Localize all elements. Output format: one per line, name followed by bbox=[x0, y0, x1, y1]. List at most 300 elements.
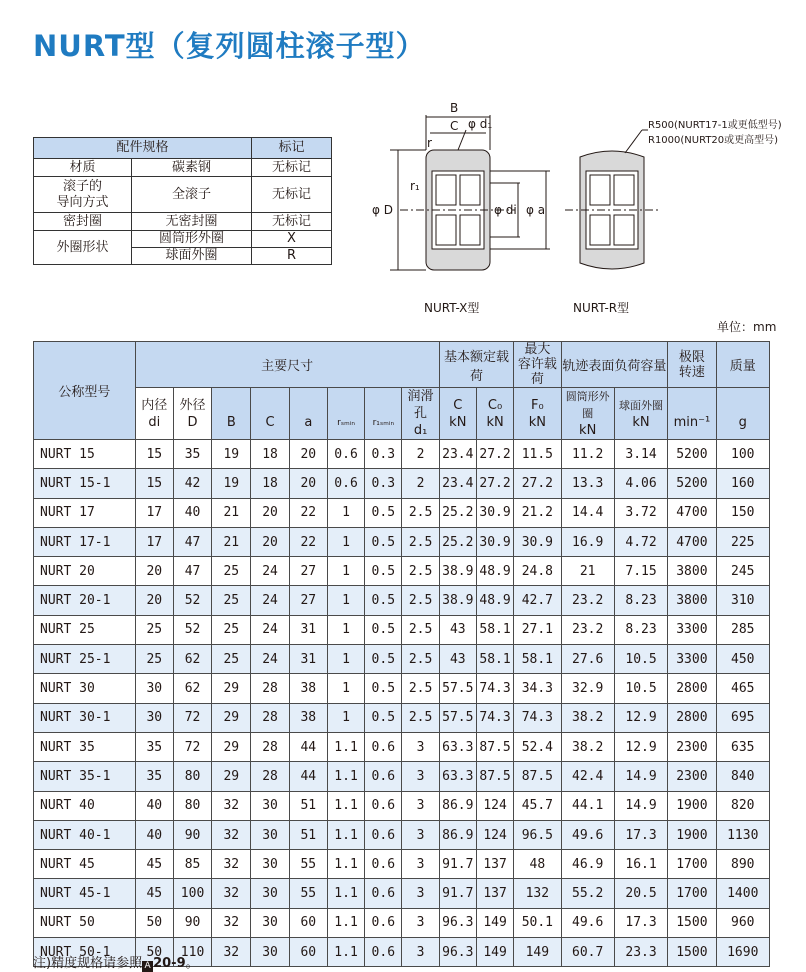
table-cell: 63.3 bbox=[439, 732, 476, 761]
table-cell: 110 bbox=[173, 938, 211, 967]
table-cell: 4.72 bbox=[614, 527, 667, 556]
table-cell: 1.1 bbox=[327, 820, 364, 849]
table-cell: 27.6 bbox=[561, 645, 614, 674]
sub-lc bbox=[439, 388, 476, 440]
table-cell: 24 bbox=[251, 645, 289, 674]
spec-name: 滚子的 导向方式 bbox=[34, 177, 132, 213]
table-cell: 8.23 bbox=[614, 586, 667, 615]
table-cell: 30.9 bbox=[476, 498, 513, 527]
table-cell: 10.5 bbox=[614, 645, 667, 674]
table-cell: 34.3 bbox=[514, 674, 561, 703]
sub-B bbox=[212, 388, 251, 440]
table-cell: 310 bbox=[716, 586, 769, 615]
table-cell: 60.7 bbox=[561, 938, 614, 967]
spec-mark: 无标记 bbox=[252, 177, 332, 213]
model-name-cell: NURT 40-1 bbox=[34, 820, 136, 849]
table-row bbox=[34, 469, 770, 498]
table-cell: 42.7 bbox=[514, 586, 561, 615]
table-cell: 96.3 bbox=[439, 908, 476, 937]
table-cell: 17 bbox=[135, 527, 173, 556]
table-cell: 24 bbox=[251, 586, 289, 615]
table-cell: 90 bbox=[173, 820, 211, 849]
sub-D bbox=[173, 388, 211, 440]
table-cell: 40 bbox=[173, 498, 211, 527]
spec-value: 球面外圈 bbox=[132, 248, 252, 265]
sub-speed bbox=[668, 388, 716, 440]
model-name-cell: NURT 15-1 bbox=[34, 469, 136, 498]
table-cell: 38.2 bbox=[561, 703, 614, 732]
table-cell: 0.6 bbox=[365, 791, 402, 820]
label-d1: φ d₁ bbox=[468, 117, 493, 131]
sub-mass bbox=[716, 388, 769, 440]
sub-f0-2: kN bbox=[528, 414, 546, 430]
table-cell: 96.5 bbox=[514, 820, 561, 849]
table-row bbox=[34, 557, 770, 586]
table-cell: 23.2 bbox=[561, 615, 614, 644]
table-cell: 2.5 bbox=[402, 703, 439, 732]
table-cell: 1700 bbox=[668, 879, 716, 908]
spec-name: 密封圈 bbox=[34, 213, 132, 231]
table-cell: 10.5 bbox=[614, 674, 667, 703]
table-cell: 2.5 bbox=[402, 586, 439, 615]
table-cell: 30.9 bbox=[476, 527, 513, 556]
table-cell: 16.9 bbox=[561, 527, 614, 556]
table-cell: 72 bbox=[173, 732, 211, 761]
sub-di-1: 内径 bbox=[141, 397, 168, 413]
table-cell: 23.2 bbox=[561, 586, 614, 615]
table-cell: 38 bbox=[289, 703, 327, 732]
table-cell: 27.2 bbox=[476, 469, 513, 498]
table-cell: 3.14 bbox=[614, 440, 667, 469]
table-row bbox=[34, 820, 770, 849]
table-row bbox=[34, 615, 770, 644]
model-name-cell: NURT 50-1 bbox=[34, 938, 136, 967]
header-max-2: 容许载荷 bbox=[517, 357, 557, 387]
header-max-1: 最大 bbox=[524, 342, 551, 357]
table-cell: 160 bbox=[716, 469, 769, 498]
table-cell: 91.7 bbox=[439, 879, 476, 908]
table-cell: 20.5 bbox=[614, 879, 667, 908]
table-cell: 149 bbox=[476, 908, 513, 937]
table-cell: 51 bbox=[289, 791, 327, 820]
table-cell: 20 bbox=[135, 557, 173, 586]
table-cell: 19 bbox=[212, 469, 251, 498]
table-cell: 29 bbox=[212, 732, 251, 761]
table-cell: 38.9 bbox=[439, 557, 476, 586]
model-name-cell: NURT 35-1 bbox=[34, 762, 136, 791]
table-cell: 14.9 bbox=[614, 762, 667, 791]
table-cell: 840 bbox=[716, 762, 769, 791]
table-cell: 20 bbox=[135, 586, 173, 615]
table-cell: 19 bbox=[212, 440, 251, 469]
table-cell: 86.9 bbox=[439, 791, 476, 820]
table-cell: 63.3 bbox=[439, 762, 476, 791]
table-cell: 0.6 bbox=[365, 908, 402, 937]
table-cell: 38 bbox=[289, 674, 327, 703]
table-cell: 149 bbox=[514, 938, 561, 967]
table-cell: 45 bbox=[135, 850, 173, 879]
table-cell: 12.9 bbox=[614, 703, 667, 732]
table-cell: 0.5 bbox=[365, 527, 402, 556]
model-name-cell: NURT 15 bbox=[34, 440, 136, 469]
table-cell: 20 bbox=[251, 498, 289, 527]
table-cell: 30 bbox=[251, 850, 289, 879]
table-row bbox=[34, 791, 770, 820]
label-D: φ D bbox=[372, 203, 393, 217]
table-cell: 60 bbox=[289, 938, 327, 967]
model-name-cell: NURT 35 bbox=[34, 732, 136, 761]
table-row bbox=[34, 645, 770, 674]
table-cell: 52 bbox=[173, 615, 211, 644]
table-cell: 80 bbox=[173, 791, 211, 820]
table-cell: 44 bbox=[289, 732, 327, 761]
table-cell: 30 bbox=[135, 674, 173, 703]
model-name-cell: NURT 25-1 bbox=[34, 645, 136, 674]
table-cell: 38.9 bbox=[439, 586, 476, 615]
table-cell: 0.5 bbox=[365, 557, 402, 586]
table-cell: 58.1 bbox=[476, 615, 513, 644]
table-cell: 48.9 bbox=[476, 557, 513, 586]
table-cell: 72 bbox=[173, 703, 211, 732]
table-cell: 29 bbox=[212, 762, 251, 791]
table-cell: 32 bbox=[212, 791, 251, 820]
header-mass: 质量 bbox=[716, 342, 769, 388]
table-cell: 27.2 bbox=[476, 440, 513, 469]
table-cell: 28 bbox=[251, 762, 289, 791]
table-cell: 2 bbox=[402, 440, 439, 469]
table-cell: 17.3 bbox=[614, 820, 667, 849]
table-cell: 32 bbox=[212, 908, 251, 937]
label-a: φ a bbox=[526, 203, 546, 217]
table-cell: 87.5 bbox=[476, 762, 513, 791]
table-cell: 1130 bbox=[716, 820, 769, 849]
table-cell: 1.1 bbox=[327, 850, 364, 879]
table-cell: 50 bbox=[135, 938, 173, 967]
table-cell: 3.72 bbox=[614, 498, 667, 527]
label-B: B bbox=[450, 101, 459, 115]
table-cell: 12.9 bbox=[614, 732, 667, 761]
table-cell: 74.3 bbox=[476, 674, 513, 703]
caption-r: NURT-R型 bbox=[573, 301, 630, 315]
table-cell: 57.5 bbox=[439, 674, 476, 703]
caption-x: NURT-X型 bbox=[424, 301, 480, 315]
reference-icon: A bbox=[142, 961, 153, 972]
sub-lc0 bbox=[476, 388, 513, 440]
table-cell: 40 bbox=[135, 820, 173, 849]
table-cell: 57.5 bbox=[439, 703, 476, 732]
sub-D-2: D bbox=[187, 414, 198, 430]
table-cell: 3 bbox=[402, 879, 439, 908]
table-cell: 11.5 bbox=[514, 440, 561, 469]
sub-C-label: C bbox=[265, 414, 275, 430]
table-cell: 285 bbox=[716, 615, 769, 644]
table-cell: 48 bbox=[514, 850, 561, 879]
model-name-cell: NURT 17 bbox=[34, 498, 136, 527]
header-speed-2: 转速 bbox=[678, 364, 705, 380]
table-cell: 1 bbox=[327, 674, 364, 703]
sub-a bbox=[289, 388, 327, 440]
table-cell: 1.1 bbox=[327, 791, 364, 820]
spec-value: 无密封圈 bbox=[132, 213, 252, 231]
table-body bbox=[34, 440, 770, 967]
table-cell: 55.2 bbox=[561, 879, 614, 908]
table-cell: 4700 bbox=[668, 527, 716, 556]
header-load: 基本额定载荷 bbox=[439, 342, 514, 388]
table-cell: 43 bbox=[439, 615, 476, 644]
table-cell: 24 bbox=[251, 557, 289, 586]
model-name-cell: NURT 25 bbox=[34, 615, 136, 644]
table-row bbox=[34, 440, 770, 469]
spec-name: 外圈形状 bbox=[34, 231, 132, 265]
table-cell: 4700 bbox=[668, 498, 716, 527]
table-cell: 0.5 bbox=[365, 498, 402, 527]
table-cell: 25 bbox=[135, 615, 173, 644]
table-row bbox=[34, 527, 770, 556]
sub-r1s bbox=[365, 388, 402, 440]
table-cell: 7.15 bbox=[614, 557, 667, 586]
spec-value: 碳素钢 bbox=[132, 159, 252, 177]
table-cell: 43 bbox=[439, 645, 476, 674]
table-cell: 4.06 bbox=[614, 469, 667, 498]
sub-rs bbox=[327, 388, 364, 440]
table-cell: 21.2 bbox=[514, 498, 561, 527]
table-cell: 1 bbox=[327, 557, 364, 586]
sub-oil-1: 润滑孔 bbox=[407, 389, 434, 421]
table-cell: 50.1 bbox=[514, 908, 561, 937]
table-cell: 2800 bbox=[668, 674, 716, 703]
table-cell: 44 bbox=[289, 762, 327, 791]
table-cell: 35 bbox=[135, 732, 173, 761]
table-cell: 635 bbox=[716, 732, 769, 761]
model-name-cell: NURT 50 bbox=[34, 908, 136, 937]
table-cell: 30 bbox=[251, 820, 289, 849]
table-cell: 0.6 bbox=[365, 732, 402, 761]
table-cell: 15 bbox=[135, 440, 173, 469]
unit-label: 单位：mm bbox=[717, 320, 777, 334]
table-cell: 2.5 bbox=[402, 527, 439, 556]
model-name-cell: NURT 20-1 bbox=[34, 586, 136, 615]
sub-f0 bbox=[514, 388, 561, 440]
spec-mark: 无标记 bbox=[252, 213, 332, 231]
table-cell: 27.2 bbox=[514, 469, 561, 498]
table-cell: 20 bbox=[251, 527, 289, 556]
table-cell: 35 bbox=[173, 440, 211, 469]
note-ref: 20-9 bbox=[153, 956, 186, 971]
table-cell: 3 bbox=[402, 850, 439, 879]
table-cell: 21 bbox=[212, 527, 251, 556]
table-cell: 1 bbox=[327, 703, 364, 732]
table-cell: 1690 bbox=[716, 938, 769, 967]
table-cell: 2.5 bbox=[402, 615, 439, 644]
table-cell: 20 bbox=[289, 440, 327, 469]
header-speed bbox=[668, 342, 716, 388]
table-cell: 1.1 bbox=[327, 908, 364, 937]
table-cell: 23.4 bbox=[439, 469, 476, 498]
table-cell: 87.5 bbox=[476, 732, 513, 761]
table-cell: 3 bbox=[402, 820, 439, 849]
table-cell: 150 bbox=[716, 498, 769, 527]
table-cell: 62 bbox=[173, 674, 211, 703]
model-name-cell: NURT 30 bbox=[34, 674, 136, 703]
table-cell: 3 bbox=[402, 762, 439, 791]
table-cell: 14.9 bbox=[614, 791, 667, 820]
note-prefix: 注)精度规格请参照 bbox=[33, 956, 143, 971]
table-cell: 27 bbox=[289, 586, 327, 615]
sub-oil bbox=[402, 388, 439, 440]
table-cell: 137 bbox=[476, 879, 513, 908]
table-cell: 23.4 bbox=[439, 440, 476, 469]
table-cell: 32 bbox=[212, 820, 251, 849]
spec-value: 圆筒形外圈 bbox=[132, 231, 252, 248]
sub-di-2: di bbox=[148, 414, 161, 430]
table-cell: 25 bbox=[212, 586, 251, 615]
table-cell: 96.3 bbox=[439, 938, 476, 967]
table-cell: 47 bbox=[173, 527, 211, 556]
table-cell: 3300 bbox=[668, 645, 716, 674]
table-cell: 25 bbox=[212, 615, 251, 644]
table-cell: 1400 bbox=[716, 879, 769, 908]
table-cell: 90 bbox=[173, 908, 211, 937]
table-cell: 14.4 bbox=[561, 498, 614, 527]
table-cell: 45.7 bbox=[514, 791, 561, 820]
table-cell: 1 bbox=[327, 586, 364, 615]
table-cell: 38.2 bbox=[561, 732, 614, 761]
sub-sph-1: 球面外圈 bbox=[619, 398, 664, 412]
table-cell: 20 bbox=[289, 469, 327, 498]
table-cell: 100 bbox=[716, 440, 769, 469]
model-name-cell: NURT 17-1 bbox=[34, 527, 136, 556]
table-cell: 3800 bbox=[668, 586, 716, 615]
table-cell: 50 bbox=[135, 908, 173, 937]
table-cell: 21 bbox=[561, 557, 614, 586]
table-cell: 100 bbox=[173, 879, 211, 908]
nurt-r-drawing bbox=[565, 118, 782, 315]
table-cell: 132 bbox=[514, 879, 561, 908]
spec-table bbox=[33, 137, 332, 265]
table-cell: 0.5 bbox=[365, 586, 402, 615]
table-cell: 85 bbox=[173, 850, 211, 879]
sub-lc0-2: kN bbox=[486, 414, 504, 430]
spec-value: 全滚子 bbox=[132, 177, 252, 213]
table-cell: 16.1 bbox=[614, 850, 667, 879]
bearing-diagram bbox=[370, 95, 790, 325]
table-cell: 91.7 bbox=[439, 850, 476, 879]
table-cell: 1900 bbox=[668, 820, 716, 849]
label-r1: r₁ bbox=[410, 179, 420, 193]
table-row bbox=[34, 732, 770, 761]
table-cell: 24.8 bbox=[514, 557, 561, 586]
sub-f0-1: F₀ bbox=[531, 397, 544, 413]
table-cell: 0.5 bbox=[365, 645, 402, 674]
sub-cyl-1: 圆筒形外圈 bbox=[565, 390, 610, 420]
model-name-cell: NURT 30-1 bbox=[34, 703, 136, 732]
table-cell: 0.5 bbox=[365, 703, 402, 732]
table-cell: 149 bbox=[476, 938, 513, 967]
table-cell: 450 bbox=[716, 645, 769, 674]
table-cell: 0.6 bbox=[365, 820, 402, 849]
table-row bbox=[34, 908, 770, 937]
table-cell: 0.6 bbox=[365, 938, 402, 967]
table-cell: 80 bbox=[173, 762, 211, 791]
table-cell: 8.23 bbox=[614, 615, 667, 644]
table-cell: 1.1 bbox=[327, 879, 364, 908]
sub-lc-2: kN bbox=[449, 414, 467, 430]
table-cell: 137 bbox=[476, 850, 513, 879]
table-cell: 29 bbox=[212, 674, 251, 703]
table-cell: 86.9 bbox=[439, 820, 476, 849]
sub-mass-label: g bbox=[738, 414, 747, 430]
table-cell: 27.1 bbox=[514, 615, 561, 644]
table-cell: 47 bbox=[173, 557, 211, 586]
header-track: 轨迹表面负荷容量 bbox=[561, 342, 668, 388]
table-cell: 2.5 bbox=[402, 557, 439, 586]
table-cell: 45 bbox=[135, 879, 173, 908]
table-cell: 52 bbox=[173, 586, 211, 615]
table-cell: 29 bbox=[212, 703, 251, 732]
table-cell: 17.3 bbox=[614, 908, 667, 937]
header-max bbox=[514, 342, 561, 388]
spec-mark: 无标记 bbox=[252, 159, 332, 177]
table-cell: 30 bbox=[135, 703, 173, 732]
table-cell: 0.3 bbox=[365, 469, 402, 498]
table-cell: 17 bbox=[135, 498, 173, 527]
table-cell: 32 bbox=[212, 850, 251, 879]
model-name-cell: NURT 40 bbox=[34, 791, 136, 820]
table-cell: 87.5 bbox=[514, 762, 561, 791]
table-cell: 32.9 bbox=[561, 674, 614, 703]
sub-a-label: a bbox=[304, 414, 313, 430]
table-cell: 25.2 bbox=[439, 498, 476, 527]
table-row bbox=[34, 879, 770, 908]
table-cell: 28 bbox=[251, 674, 289, 703]
table-cell: 465 bbox=[716, 674, 769, 703]
table-cell: 3 bbox=[402, 908, 439, 937]
table-cell: 55 bbox=[289, 879, 327, 908]
table-cell: 3 bbox=[402, 791, 439, 820]
header-model: 公称型号 bbox=[34, 342, 136, 440]
spec-header-spec: 配件规格 bbox=[34, 138, 252, 159]
table-cell: 2.5 bbox=[402, 645, 439, 674]
sub-B-label: B bbox=[226, 414, 236, 430]
table-cell: 15 bbox=[135, 469, 173, 498]
spec-mark: X bbox=[252, 231, 332, 248]
table-cell: 1 bbox=[327, 527, 364, 556]
table-cell: 32 bbox=[212, 879, 251, 908]
table-cell: 0.6 bbox=[327, 440, 364, 469]
table-cell: 820 bbox=[716, 791, 769, 820]
table-cell: 890 bbox=[716, 850, 769, 879]
header-speed-1: 极限 bbox=[678, 349, 705, 365]
table-cell: 30 bbox=[251, 938, 289, 967]
table-cell: 30 bbox=[251, 879, 289, 908]
table-cell: 2.5 bbox=[402, 674, 439, 703]
sub-oil-2: d₁ bbox=[413, 423, 428, 438]
table-cell: 2800 bbox=[668, 703, 716, 732]
table-cell: 1 bbox=[327, 615, 364, 644]
sub-cyl-2: kN bbox=[579, 423, 597, 438]
table-cell: 1700 bbox=[668, 850, 716, 879]
table-cell: 35 bbox=[135, 762, 173, 791]
table-cell: 21 bbox=[212, 498, 251, 527]
sub-di bbox=[135, 388, 173, 440]
table-cell: 42 bbox=[173, 469, 211, 498]
table-cell: 22 bbox=[289, 498, 327, 527]
table-cell: 0.3 bbox=[365, 440, 402, 469]
table-cell: 5200 bbox=[668, 469, 716, 498]
sub-sph bbox=[614, 388, 667, 440]
table-cell: 3 bbox=[402, 938, 439, 967]
table-cell: 1500 bbox=[668, 908, 716, 937]
